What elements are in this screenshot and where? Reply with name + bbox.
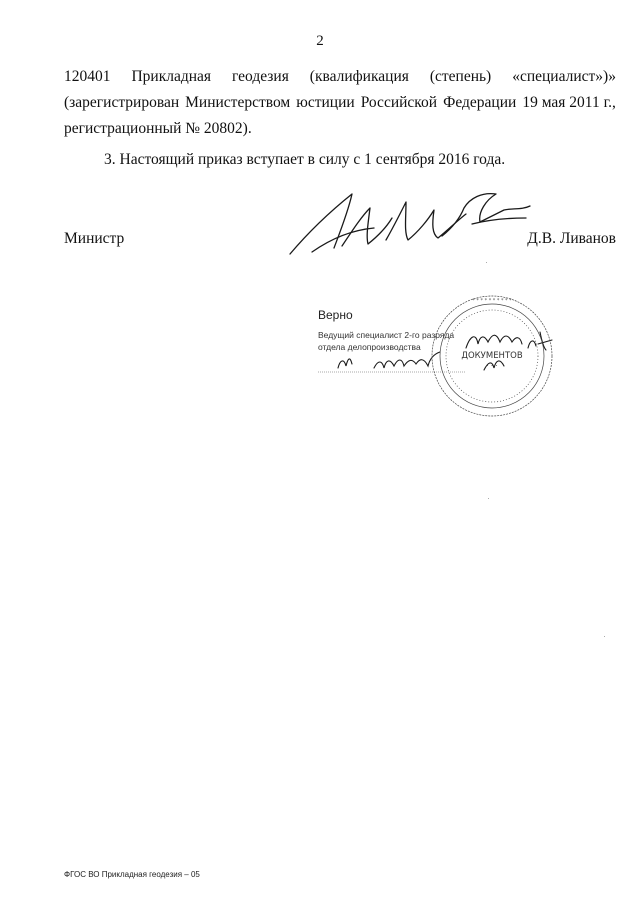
certification-stamp [316,292,556,432]
word: Прикладная [131,68,212,85]
seal-inner-text: ДОКУМЕНТОВ [461,351,523,361]
word: Российской [360,94,438,111]
svg-text:· · ·: · · · [486,362,498,370]
word: 120401 [64,68,111,85]
paragraph-standard-reference [64,64,616,142]
word: Федерации [443,94,517,111]
footer-label: ФГОС ВО Прикладная геодезия – 05 [64,870,200,879]
word: геодезия [231,68,289,85]
word: 19 мая 2011 г., [522,94,616,111]
page-number: 2 [316,33,324,49]
scan-speck [486,262,487,263]
word: юстиции [296,94,355,111]
word: (квалификация [309,68,409,85]
certifier-position-line-2: отдела делопроизводства [318,342,421,352]
official-seal [428,292,556,420]
paragraph-line-1 [64,64,616,90]
svg-text:* * * * * * * * * *: * * * * * * * * * * [472,298,512,304]
minister-signature [282,188,542,268]
word: Министерством [185,94,291,111]
paragraph-line-3: регистрационный № 20802). [64,120,252,137]
paragraph-line-2 [64,90,616,116]
effective-date-text: 3. Настоящий приказ вступает в силу с 1 сентября 2016 года. [104,151,506,168]
scan-speck [488,498,489,499]
scan-speck [604,636,605,637]
signatory-name: Д.В. Ливанов [527,230,616,247]
paragraph-effective-date [64,147,616,173]
word: (степень) [429,68,492,85]
verno-label: Верно [318,308,353,322]
word: (зарегистрирован [64,94,180,111]
signatory-title: Министр [64,230,125,247]
word: «специалист»)» [512,68,616,85]
certifier-position-line-1: Ведущий специалист 2-го разряда [318,330,455,340]
